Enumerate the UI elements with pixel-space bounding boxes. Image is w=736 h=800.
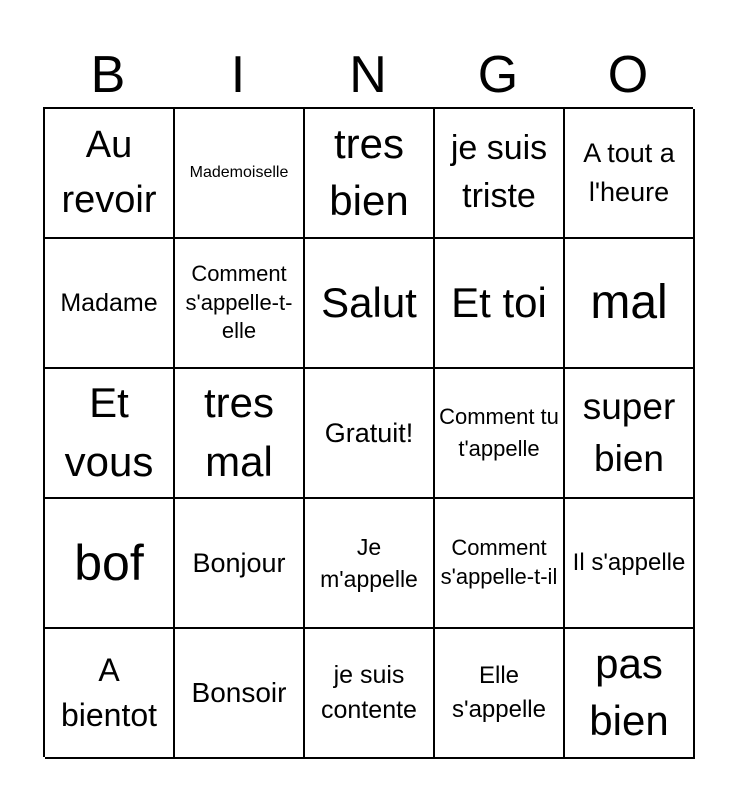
bingo-cell-label: Bonjour [192,547,286,578]
bingo-cell-label: Je m'appelle [320,533,418,592]
bingo-cell-r2-c2[interactable] [175,239,305,369]
bingo-cell-label: Mademoiselle [189,164,289,182]
bingo-cell-label: Il s'appelle [572,549,686,577]
bingo-cell-r3-c1[interactable] [45,369,175,499]
bingo-cell-label: Comment tu t'appelle [439,404,559,461]
bingo-cell-label: A bientot [60,652,158,733]
bingo-cell-label: pas bien [589,640,669,744]
bingo-cell-r1-c3[interactable] [305,109,435,239]
bingo-cell-label: Madame [60,289,158,317]
bingo-cell-label: tres mal [203,379,274,485]
bingo-cell-r2-c3[interactable] [305,239,435,369]
bingo-cell-label: Comment s'appelle-t-il [440,535,558,589]
bingo-cell-r2-c1[interactable] [45,239,175,369]
bingo-cell-label: Salut [321,278,417,326]
bingo-cell-r4-c5[interactable] [565,499,695,629]
bingo-cell-r5-c2[interactable] [175,629,305,759]
bingo-cell-r5-c5[interactable] [565,629,695,759]
bingo-cell-label: Et vous [64,379,154,485]
bingo-cell-r4-c2[interactable] [175,499,305,629]
header-letter-n: N [349,46,387,104]
bingo-cell-r4-c3[interactable] [305,499,435,629]
bingo-cell-label: super bien [582,386,676,479]
bingo-cell-label: bof [74,535,144,591]
bingo-cell-label: tres bien [329,120,409,224]
bingo-cell-r1-c1[interactable] [45,109,175,239]
bingo-cell-r1-c2[interactable] [175,109,305,239]
bingo-cell-label: je suis contente [321,661,417,724]
bingo-cell-label: je suis triste [450,129,548,215]
bingo-cell-r2-c4[interactable] [435,239,565,369]
header-letter-i: I [230,46,246,104]
bingo-cell-r5-c3[interactable] [305,629,435,759]
bingo-cell-r3-c3[interactable] [305,369,435,499]
bingo-cell-label: mal [590,276,668,330]
bingo-cell-label: A tout a l'heure [583,137,675,207]
bingo-cell-label: Comment s'appelle-t-elle [185,261,293,344]
bingo-header [43,42,693,108]
bingo-cell-label: Gratuit! [324,417,414,448]
bingo-cell-r5-c1[interactable] [45,629,175,759]
header-letter-g: G [477,46,519,104]
bingo-card-grid [43,107,693,757]
bingo-cell-label: Et toi [451,278,547,326]
bingo-cell-r3-c5[interactable] [565,369,695,499]
bingo-cell-label: Au revoir [61,123,157,221]
header-letter-o: O [607,46,649,104]
bingo-cell-r2-c5[interactable] [565,239,695,369]
bingo-cell-label: Elle s'appelle [452,662,546,723]
bingo-cell-r3-c2[interactable] [175,369,305,499]
bingo-cell-r1-c5[interactable] [565,109,695,239]
bingo-cell-r4-c1[interactable] [45,499,175,629]
bingo-cell-r4-c4[interactable] [435,499,565,629]
header-letter-b: B [90,46,126,104]
bingo-cell-r1-c4[interactable] [435,109,565,239]
bingo-cell-r3-c4[interactable] [435,369,565,499]
bingo-cell-r5-c4[interactable] [435,629,565,759]
bingo-cell-label: Bonsoir [191,677,287,709]
